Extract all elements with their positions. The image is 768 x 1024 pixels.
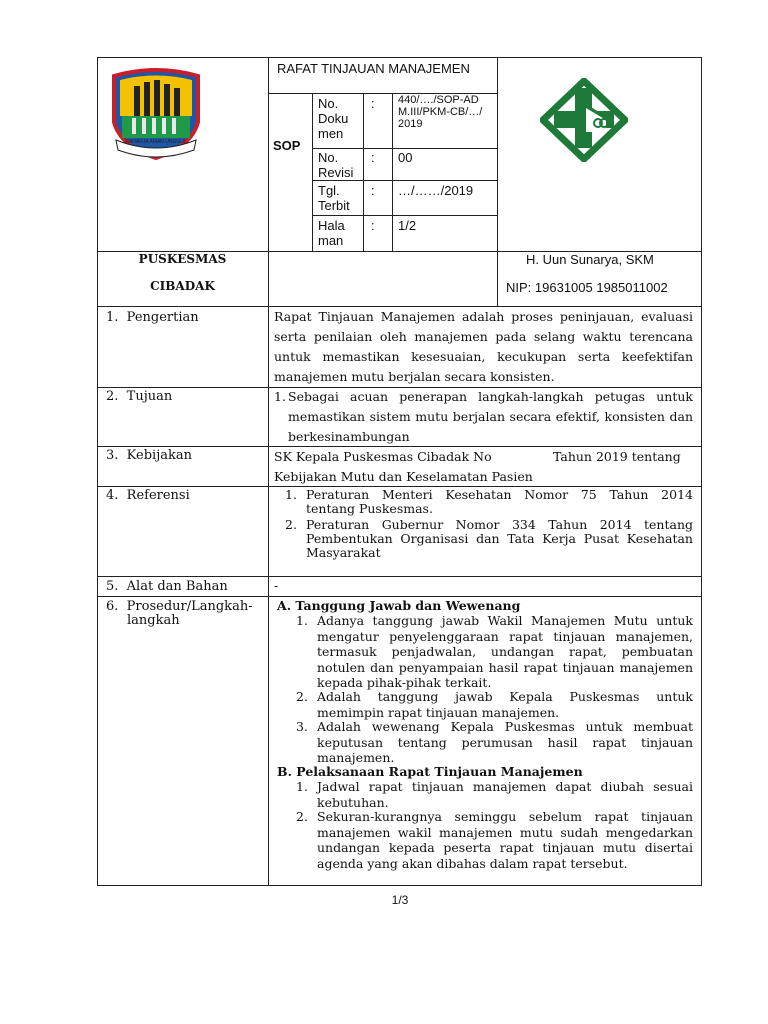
tujuan-num: 1. — [274, 389, 286, 404]
issue-date-label: Tgl. Terbit — [318, 183, 350, 213]
prosedur-a-item-1-text: Adanya tanggung jawab Wakil Manajemen Mutu untuk mengatur penyelenggaraan rapat tinjauan manajemen, termasuk penjadwalan, undangan rapat, pembuatan notulen dan penyampaian hasil rapat tinjauan manajemen kepada pihak-pihak terkait. — [317, 613, 693, 690]
revision-colon: : — [371, 150, 375, 165]
prosedur-a-title: A. Tanggung Jawab dan Wewenang — [277, 598, 521, 613]
issue-date-value: …/……/2019 — [398, 183, 474, 198]
prosedur-a-item-2-text: Adalah tanggung jawab Kepala Puskesmas untuk memimpin rapat tinjauan manajemen. — [317, 689, 693, 720]
issue-date-colon: : — [371, 183, 375, 198]
section-label-kebijakan: 3. Kebijakan — [106, 448, 192, 463]
prosedur-a-item-2-num: 2. — [296, 689, 308, 704]
signer-name: H. Uun Sunarya, SKM — [526, 252, 654, 267]
referensi-item-1-num: 1. — [285, 487, 297, 502]
emblem-motto: RAHARJA AMAN UNGGUL — [125, 139, 187, 145]
prosedur-a-item-1-num: 1. — [296, 613, 308, 628]
section-label-alat: 5. Alat dan Bahan — [106, 579, 228, 594]
doc-number-colon: : — [371, 96, 375, 111]
kebijakan-text-b: Tahun 2019 tentang — [553, 449, 681, 464]
revision-value: 00 — [398, 150, 413, 165]
revision-label: No. Revisi — [318, 150, 354, 180]
signer-nip: NIP: 19631005 1985011002 — [506, 280, 668, 295]
section-text-pengertian: Rapat Tinjauan Manajemen adalah proses peninjauan, evaluasi serta penilaian oleh manajemen pada selang waktu terencana untuk memastikan kesesuaian, kecukupan serta keefektifan manajemen mutu berjalan secara konsisten. — [274, 309, 693, 384]
alat-text: - — [274, 578, 279, 593]
regency-emblem-icon — [108, 66, 204, 162]
prosedur-b-item-1-num: 1. — [296, 779, 308, 794]
section-label-prosedur-b: langkah — [127, 613, 180, 628]
prosedur-b-item-2-text: Sekuran-kurangnya seminggu sebelum rapat tinjauan manajemen wakil manajemen mutu sudah mengedarkan undangan kepada peserta rapat tinjauan mutu disertai agenda yang akan dibahas dalam rapat tersebut. — [317, 809, 693, 871]
page-colon: : — [371, 218, 375, 233]
prosedur-a-item-3-text: Adalah wewenang Kepala Puskesmas untuk membuat keputusan tentang perumusan hasil rapat tinjauan manajemen. — [317, 719, 693, 765]
org-name-line1: PUSKESMAS — [138, 252, 227, 266]
referensi-item-2-text: Peraturan Gubernur Nomor 334 Tahun 2014 tentang Pembentukan Organisasi dan Tata Kerja Pusat Kesehatan Masyarakat — [306, 517, 693, 560]
doc-number-label: No. Doku men — [318, 96, 349, 141]
page-value: 1/2 — [398, 218, 417, 233]
puskesmas-logo-icon — [540, 78, 628, 162]
page-number: 1/3 — [391, 893, 409, 907]
section-label-pengertian: 1. Pengertian — [106, 310, 199, 325]
section-label-tujuan: 2. Tujuan — [106, 389, 173, 404]
prosedur-b-title: B. Pelaksanaan Rapat Tinjauan Manajemen — [277, 764, 583, 779]
page-label: Hala man — [318, 218, 345, 248]
sop-label: SOP — [273, 138, 301, 153]
kebijakan-text-a: SK Kepala Puskesmas Cibadak No — [274, 449, 492, 464]
referensi-item-1-text: Peraturan Menteri Kesehatan Nomor 75 Tahun 2014 tentang Puskesmas. — [306, 487, 693, 516]
section-text-tujuan: Sebagai acuan penerapan langkah-langkah petugas untuk memastikan sistem mutu berjalan secara efektif, konsisten dan berkesinambungan — [288, 389, 693, 444]
doc-number-value: 440/…./SOP-ADM.III/PKM-CB/…/2019 — [398, 94, 483, 130]
referensi-item-2-num: 2. — [285, 517, 297, 532]
document-title: RAFAT TINJAUAN MANAJEMEN — [277, 61, 470, 76]
section-label-referensi: 4. Referensi — [106, 488, 190, 503]
prosedur-a-item-3-num: 3. — [296, 719, 308, 734]
kebijakan-text-c: Kebijakan Mutu dan Keselamatan Pasien — [274, 469, 533, 484]
prosedur-b-item-2-num: 2. — [296, 809, 308, 824]
prosedur-b-item-1-text: Jadwal rapat tinjauan manajemen dapat diubah sesuai kebutuhan. — [317, 779, 693, 810]
org-name-line2: CIBADAK — [150, 279, 215, 293]
section-label-prosedur-a: 6. Prosedur/Langkah- — [106, 599, 253, 614]
